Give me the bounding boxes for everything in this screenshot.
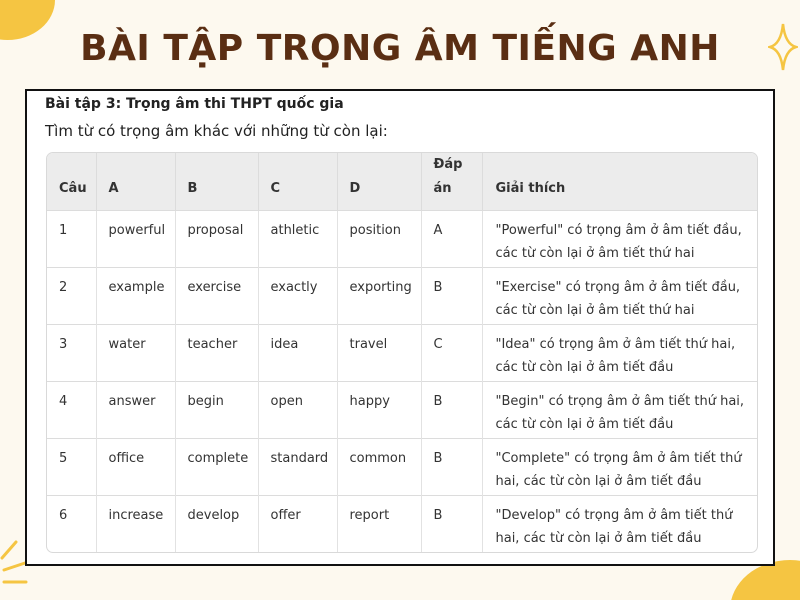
cell-question: 1 <box>47 211 96 268</box>
cell-explanation: "Develop" có trọng âm ở âm tiết thứ hai, các từ còn lại ở âm tiết đầu <box>483 496 757 553</box>
table-row <box>47 211 757 268</box>
table-row <box>47 325 757 382</box>
cell-option-a: answer <box>96 382 175 439</box>
cell-explanation: "Powerful" có trọng âm ở âm tiết đầu, các từ còn lại ở âm tiết thứ hai <box>483 211 757 268</box>
cell-option-b: develop <box>175 496 258 553</box>
cell-option-c: open <box>258 382 337 439</box>
header-option-a: A <box>96 153 175 211</box>
stress-table <box>47 153 757 553</box>
cell-question: 6 <box>47 496 96 553</box>
cell-option-c: exactly <box>258 268 337 325</box>
cell-option-c: idea <box>258 325 337 382</box>
cell-question: 2 <box>47 268 96 325</box>
exercise-card <box>25 89 775 566</box>
table-row <box>47 439 757 496</box>
header-explanation: Giải thích <box>483 153 757 211</box>
page-title: BÀI TẬP TRỌNG ÂM TIẾNG ANH <box>80 28 720 69</box>
exercise-heading: Bài tập 3: Trọng âm thi THPT quốc gia <box>45 96 344 112</box>
cell-option-b: complete <box>175 439 258 496</box>
cell-answer: A <box>421 211 483 268</box>
decor-blob-bottom-right <box>730 560 800 600</box>
table-row <box>47 268 757 325</box>
header-option-b: B <box>175 153 258 211</box>
stress-table-container <box>46 152 758 553</box>
cell-explanation: "Complete" có trọng âm ở âm tiết thứ hai, các từ còn lại ở âm tiết đầu <box>483 439 757 496</box>
cell-answer: B <box>421 382 483 439</box>
exercise-instruction: Tìm từ có trọng âm khác với những từ còn lại: <box>45 122 388 140</box>
cell-answer: B <box>421 439 483 496</box>
cell-question: 5 <box>47 439 96 496</box>
cell-option-c: offer <box>258 496 337 553</box>
cell-explanation: "Exercise" có trọng âm ở âm tiết đầu, các từ còn lại ở âm tiết thứ hai <box>483 268 757 325</box>
header-option-c: C <box>258 153 337 211</box>
cell-option-c: athletic <box>258 211 337 268</box>
cell-option-d: position <box>337 211 421 268</box>
cell-question: 4 <box>47 382 96 439</box>
cell-option-d: exporting <box>337 268 421 325</box>
cell-option-d: common <box>337 439 421 496</box>
cell-option-a: office <box>96 439 175 496</box>
table-header-row <box>47 153 757 211</box>
cell-option-a: example <box>96 268 175 325</box>
header-option-d: D <box>337 153 421 211</box>
cell-option-b: teacher <box>175 325 258 382</box>
cell-answer: C <box>421 325 483 382</box>
header-answer: Đáp án <box>421 153 483 211</box>
cell-option-d: travel <box>337 325 421 382</box>
header-question: Câu <box>47 153 96 211</box>
cell-option-d: happy <box>337 382 421 439</box>
cell-option-b: begin <box>175 382 258 439</box>
cell-answer: B <box>421 268 483 325</box>
cell-explanation: "Idea" có trọng âm ở âm tiết thứ hai, các từ còn lại ở âm tiết đầu <box>483 325 757 382</box>
table-row <box>47 496 757 553</box>
cell-answer: B <box>421 496 483 553</box>
cell-option-b: proposal <box>175 211 258 268</box>
cell-question: 3 <box>47 325 96 382</box>
cell-explanation: "Begin" có trọng âm ở âm tiết thứ hai, các từ còn lại ở âm tiết đầu <box>483 382 757 439</box>
cell-option-c: standard <box>258 439 337 496</box>
cell-option-a: powerful <box>96 211 175 268</box>
cell-option-a: increase <box>96 496 175 553</box>
cell-option-a: water <box>96 325 175 382</box>
cell-option-b: exercise <box>175 268 258 325</box>
table-row <box>47 382 757 439</box>
cell-option-d: report <box>337 496 421 553</box>
